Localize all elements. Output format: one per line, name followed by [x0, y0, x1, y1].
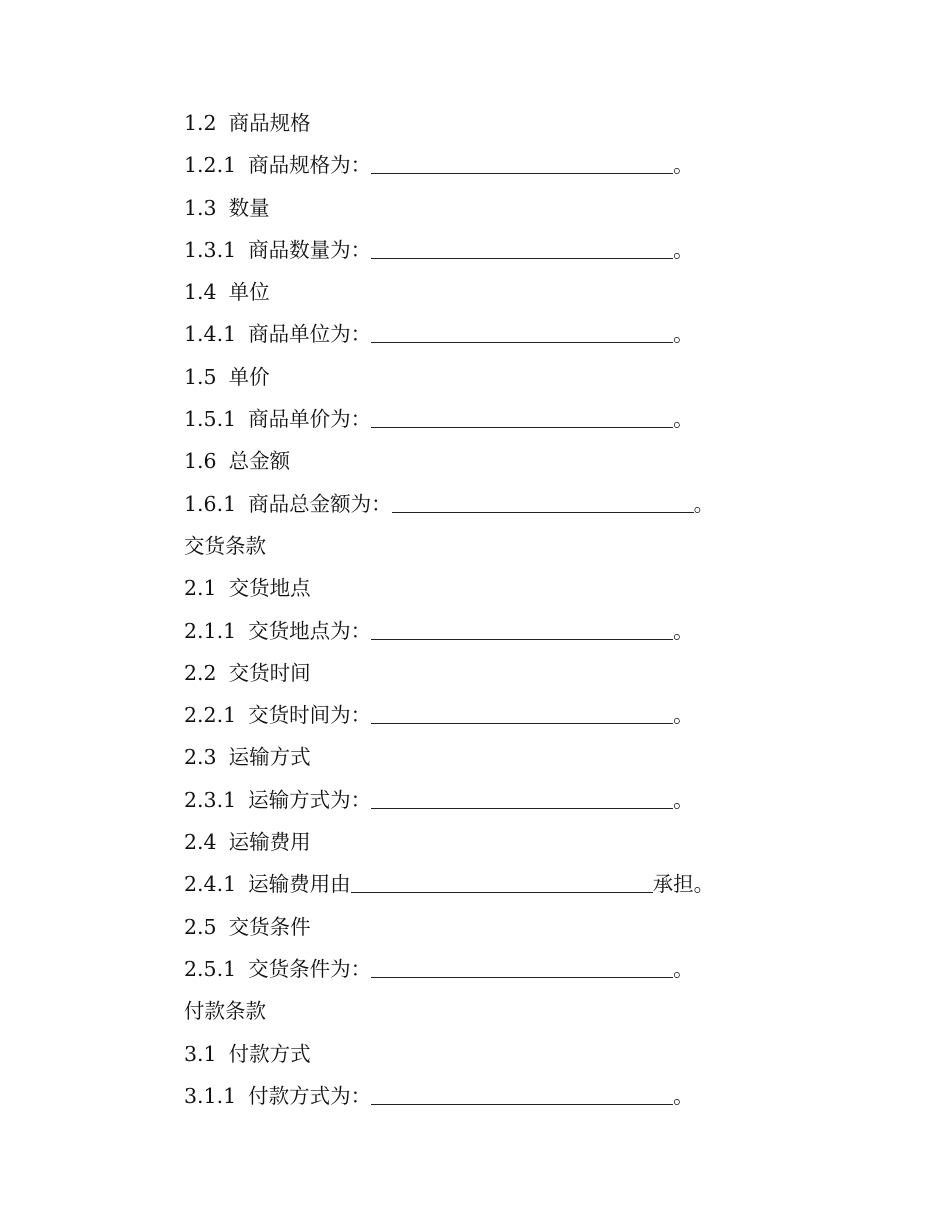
clause-suffix: 。 [673, 322, 694, 347]
clause-text: 商品总金额为： [248, 491, 392, 516]
clause-number: 2.3 [184, 745, 217, 770]
clause-title: 单位 [228, 280, 270, 305]
heading-2-3 [184, 736, 904, 778]
clause-3-1-1 [184, 1075, 904, 1117]
fill-in-blank[interactable] [371, 407, 673, 428]
clause-text: 交货条件为： [248, 956, 372, 981]
clause-number: 2.3.1 [184, 787, 237, 812]
clause-suffix: 。 [673, 618, 694, 643]
clause-number: 3.1.1 [184, 1083, 237, 1108]
clause-number: 2.2 [184, 660, 217, 685]
heading-3-1 [184, 1033, 904, 1075]
clause-suffix: 。 [693, 491, 715, 516]
clause-title: 总金额 [228, 449, 291, 474]
clause-number: 1.3.1 [184, 237, 237, 262]
clause-suffix: 。 [673, 956, 694, 981]
fill-in-blank[interactable] [392, 492, 694, 513]
clause-text: 商品单价为： [248, 407, 372, 432]
clause-number: 1.5.1 [184, 407, 237, 432]
fill-in-blank[interactable] [371, 957, 673, 978]
clause-2-4-1 [184, 863, 904, 905]
heading-2-4 [184, 821, 904, 863]
clause-2-5-1 [184, 948, 904, 990]
clause-2-1-1 [184, 610, 904, 652]
fill-in-blank[interactable] [371, 788, 673, 809]
clause-number: 1.6 [184, 449, 217, 474]
clause-text: 付款方式为： [248, 1083, 372, 1108]
fill-in-blank[interactable] [371, 703, 673, 724]
clause-title: 交货时间 [228, 660, 311, 685]
clause-1-6-1 [184, 483, 904, 525]
clause-text: 运输费用由 [248, 872, 351, 897]
clause-2-3-1 [184, 779, 904, 821]
heading-1-3 [184, 187, 904, 229]
clause-2-2-1 [184, 694, 904, 736]
fill-in-blank[interactable] [371, 619, 673, 640]
clause-title: 付款方式 [228, 1041, 311, 1066]
clause-text: 商品规格为： [248, 153, 372, 178]
fill-in-blank[interactable] [371, 1084, 673, 1105]
clause-number: 1.6.1 [184, 491, 237, 516]
clause-suffix: 。 [673, 407, 694, 432]
section-title: 付款条款 [184, 999, 266, 1024]
clause-text: 运输方式为： [248, 787, 372, 812]
clause-text: 商品数量为： [248, 237, 372, 262]
clause-title: 运输费用 [228, 830, 311, 855]
clause-number: 2.5 [184, 914, 217, 939]
section-title: 交货条款 [184, 533, 266, 558]
clause-number: 1.5 [184, 364, 217, 389]
clause-text: 交货地点为： [248, 618, 372, 643]
clause-suffix: 。 [673, 1083, 694, 1108]
clause-number: 2.4 [184, 830, 217, 855]
clause-1-5-1 [184, 398, 904, 440]
clause-suffix: 承担。 [652, 872, 715, 897]
clause-1-3-1 [184, 229, 904, 271]
clause-number: 2.1 [184, 576, 217, 601]
fill-in-blank[interactable] [371, 238, 673, 259]
clause-title: 运输方式 [228, 745, 311, 770]
heading-1-5 [184, 356, 904, 398]
clause-1-4-1 [184, 313, 904, 355]
fill-in-blank[interactable] [371, 153, 673, 174]
clause-number: 2.4.1 [184, 872, 237, 897]
clause-text: 交货时间为： [248, 703, 372, 728]
clause-title: 交货条件 [228, 914, 311, 939]
clause-number: 1.4.1 [184, 322, 237, 347]
clause-number: 1.2 [184, 111, 217, 135]
clause-number: 2.2.1 [184, 703, 237, 728]
clause-1-2-1 [184, 144, 904, 186]
clause-title: 商品规格 [228, 111, 311, 135]
clause-title: 数量 [228, 195, 270, 220]
heading-1-4 [184, 271, 904, 313]
clause-number: 1.3 [184, 195, 217, 220]
clause-text: 商品单位为： [248, 322, 372, 347]
heading-2-2 [184, 652, 904, 694]
heading-1-2 [184, 102, 904, 144]
section-heading-delivery [184, 525, 904, 567]
clause-suffix: 。 [673, 153, 694, 178]
fill-in-blank[interactable] [371, 322, 673, 343]
clause-suffix: 。 [673, 237, 694, 262]
clause-title: 交货地点 [228, 576, 311, 601]
clause-number: 2.1.1 [184, 618, 237, 643]
clause-suffix: 。 [673, 787, 694, 812]
section-heading-payment [184, 990, 904, 1032]
heading-2-1 [184, 567, 904, 609]
clause-suffix: 。 [673, 703, 694, 728]
clause-number: 3.1 [184, 1041, 217, 1066]
document-body [184, 102, 904, 1117]
clause-number: 2.5.1 [184, 956, 237, 981]
clause-number: 1.2.1 [184, 153, 237, 178]
fill-in-blank[interactable] [351, 872, 653, 893]
heading-2-5 [184, 906, 904, 948]
clause-number: 1.4 [184, 280, 217, 305]
heading-1-6 [184, 440, 904, 482]
clause-title: 单价 [228, 364, 270, 389]
